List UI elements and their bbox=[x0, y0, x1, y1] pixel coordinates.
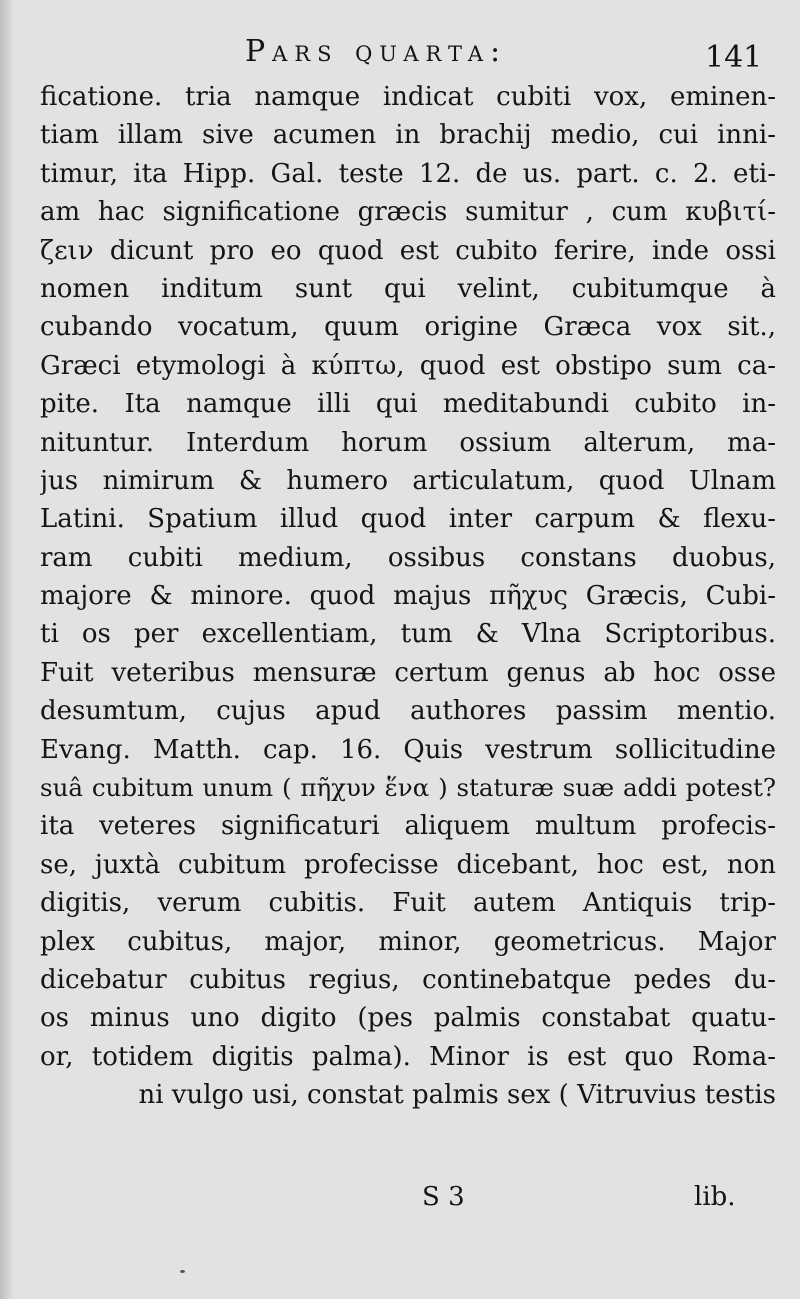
text-line: se, juxtà cubitum profecisse dicebant, hoc est, non bbox=[40, 849, 776, 880]
text-line: desumtum, cujus apud authores passim mentio. bbox=[40, 696, 776, 727]
text-line: ti os per excellentiam, tum & Vlna Scriptoribus. bbox=[40, 619, 776, 650]
text-line: tiam illam sive acumen in brachij medio, cui inni- bbox=[40, 120, 776, 151]
text-line: dicebatur cubitus regius, continebatque pedes du- bbox=[40, 964, 776, 995]
signature-mark: S 3 bbox=[422, 1182, 465, 1212]
running-head bbox=[0, 30, 800, 80]
text-line: Evang. Matth. cap. 16. Quis vestrum sollicitudine bbox=[40, 734, 776, 765]
text-line: pite. Ita namque illi qui meditabundi cubito in- bbox=[40, 389, 776, 420]
text-line: digitis, verum cubitis. Fuit autem Antiquis trip- bbox=[40, 888, 776, 919]
page-gutter-shadow bbox=[0, 0, 14, 1299]
text-line: cubando vocatum, quum origine Græca vox sit., bbox=[40, 312, 776, 343]
text-line: Fuit veteribus mensuræ certum genus ab hoc osse bbox=[40, 657, 776, 688]
catchword: lib. bbox=[694, 1182, 736, 1212]
body-text bbox=[40, 78, 776, 1115]
text-line: jus nimirum & humero articulatum, quod Ulnam bbox=[40, 465, 776, 496]
text-line: Græci etymologi à κύπτω, quod est obstipo sum ca- bbox=[40, 350, 776, 381]
text-line: ni vulgo usi, constat palmis sex ( Vitruvius testis bbox=[138, 1080, 776, 1111]
text-line: timur, ita Hipp. Gal. teste 12. de us. part. c. 2. eti- bbox=[40, 158, 776, 189]
text-line: am hac significatione græcis sumitur , cum κυβιτί- bbox=[40, 197, 776, 228]
running-title: Pars quarta: bbox=[245, 34, 508, 69]
paper-speck bbox=[180, 1270, 185, 1273]
text-line: ita veteres significaturi aliquem multum profecis- bbox=[40, 811, 776, 842]
text-line: majore & minore. quod majus πῆχυς Græcis, Cubi- bbox=[40, 581, 776, 612]
text-line: nomen inditum sunt qui velint, cubitumque à bbox=[40, 273, 776, 304]
text-line: suâ cubitum unum ( πῆχυν ἕνα ) staturæ suæ addi potest? bbox=[40, 773, 776, 803]
text-line: os minus uno digito (pes palmis constabat quatu- bbox=[40, 1003, 776, 1034]
text-line: Latini. Spatium illud quod inter carpum & flexu- bbox=[40, 504, 776, 535]
text-line: nituntur. Interdum horum ossium alterum, ma- bbox=[40, 427, 776, 458]
page-footer bbox=[0, 1178, 800, 1228]
text-line: ζειν dicunt pro eo quod est cubito ferire, inde ossi bbox=[40, 235, 776, 266]
text-line: or, totidem digitis palma). Minor is est quo Roma- bbox=[40, 1041, 776, 1072]
text-line: ram cubiti medium, ossibus constans duobus, bbox=[40, 542, 776, 573]
text-line: ficatione. tria namque indicat cubiti vox, eminen- bbox=[40, 82, 776, 112]
text-line: plex cubitus, major, minor, geometricus. Major bbox=[40, 926, 776, 957]
page-number: 141 bbox=[705, 40, 763, 75]
